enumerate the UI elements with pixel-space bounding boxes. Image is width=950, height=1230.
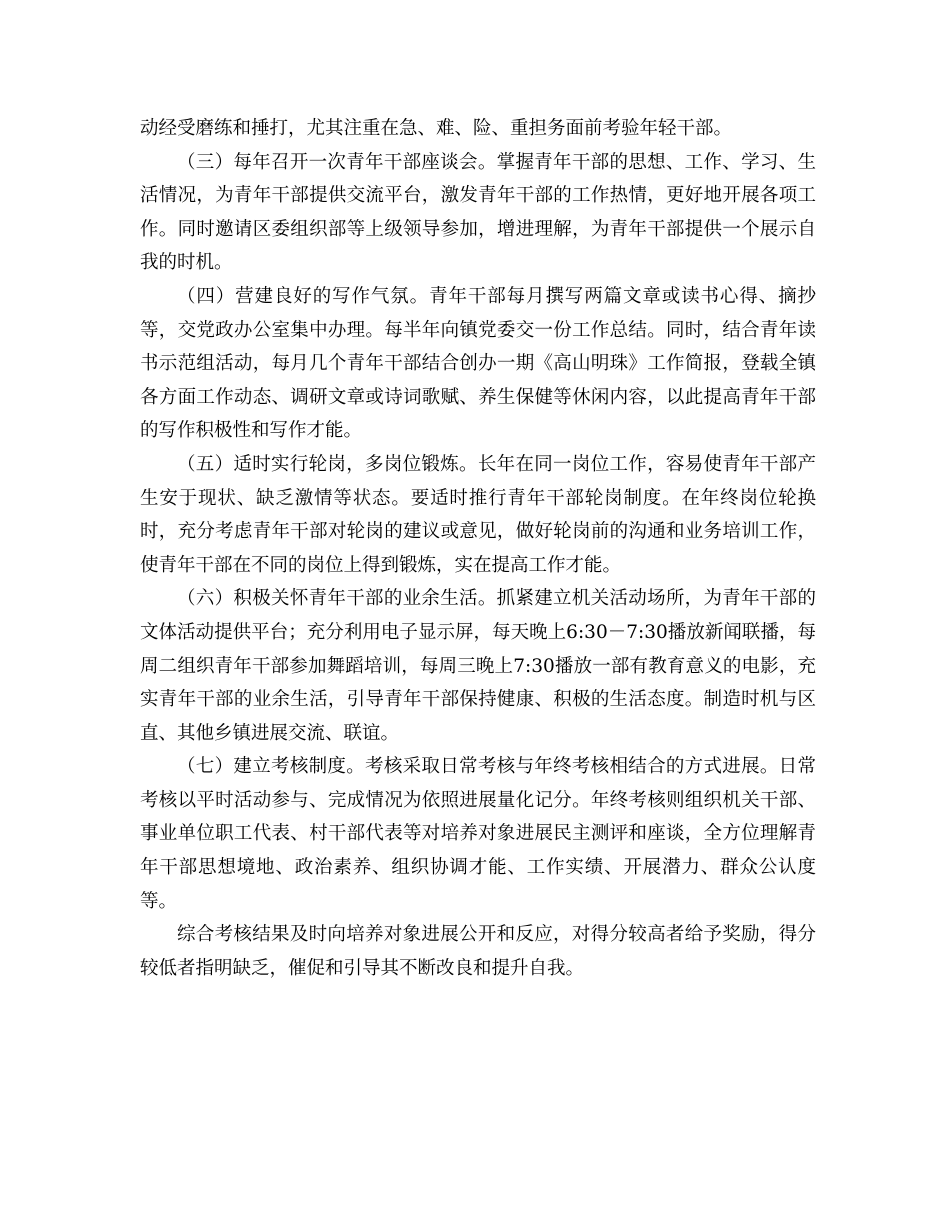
paragraph-6: （六）积极关怀青年干部的业余生活。抓紧建立机关活动场所，为青年干部的文体活动提供平台；充分利用电子显示屏，每天晚上6:30－7:30播放新闻联播，每周二组织青年干部参加舞蹈培训，每周三晚上7:30播放一部有教育意义的电影，充实青年干部的业余生活，引导青年干部保持健康、积极的生活态度。制造时机与区直、其他乡镇进展交流、联谊。	[140, 588, 816, 744]
paragraph-3: （三）每年召开一次青年干部座谈会。掌握青年干部的思想、工作、学习、生活情况，为青年干部提供交流平台，激发青年干部的工作热情，更好地开展各项工作。同时邀请区委组织部等上级领导参加，增进理解，为青年干部提供一个展示自我的时机。	[140, 151, 816, 274]
paragraph-7: （七）建立考核制度。考核采取日常考核与年终考核相结合的方式进展。日常考核以平时活动参与、完成情况为依照进展量化记分。年终考核则组织机关干部、事业单位职工代表、村干部代表等对培养对象进展民主测评和座谈，全方位理解青年干部思想境地、政治素养、组织协调才能、工作实绩、开展潜力、群众公认度等。	[140, 756, 816, 912]
paragraph-continued: 动经受磨练和捶打，尤其注重在急、难、险、重担务面前考验年轻干部。	[140, 118, 733, 139]
paragraph-5: （五）适时实行轮岗，多岗位锻炼。长年在同一岗位工作，容易使青年干部产生安于现状、缺乏激情等状态。要适时推行青年干部轮岗制度。在年终岗位轮换时，充分考虑青年干部对轮岗的建议或意见，做好轮岗前的沟通和业务培训工作，使青年干部在不同的岗位上得到锻炼，实在提高工作才能。	[140, 453, 816, 576]
document-body	[140, 112, 816, 985]
paragraph-4: （四）营建良好的写作气氛。青年干部每月撰写两篇文章或读书心得、摘抄等，交党政办公室集中办理。每半年向镇党委交一份工作总结。同时，结合青年读书示范组活动，每月几个青年干部结合创办一期《高山明珠》工作简报，登载全镇各方面工作动态、调研文章或诗词歌赋、养生保健等休闲内容，以此提高青年干部的写作积极性和写作才能。	[140, 285, 816, 442]
paragraph-summary: 综合考核结果及时向培养对象进展公开和反应，对得分较高者给予奖励，得分较低者指明缺乏，催促和引导其不断改良和提升自我。	[140, 924, 816, 979]
